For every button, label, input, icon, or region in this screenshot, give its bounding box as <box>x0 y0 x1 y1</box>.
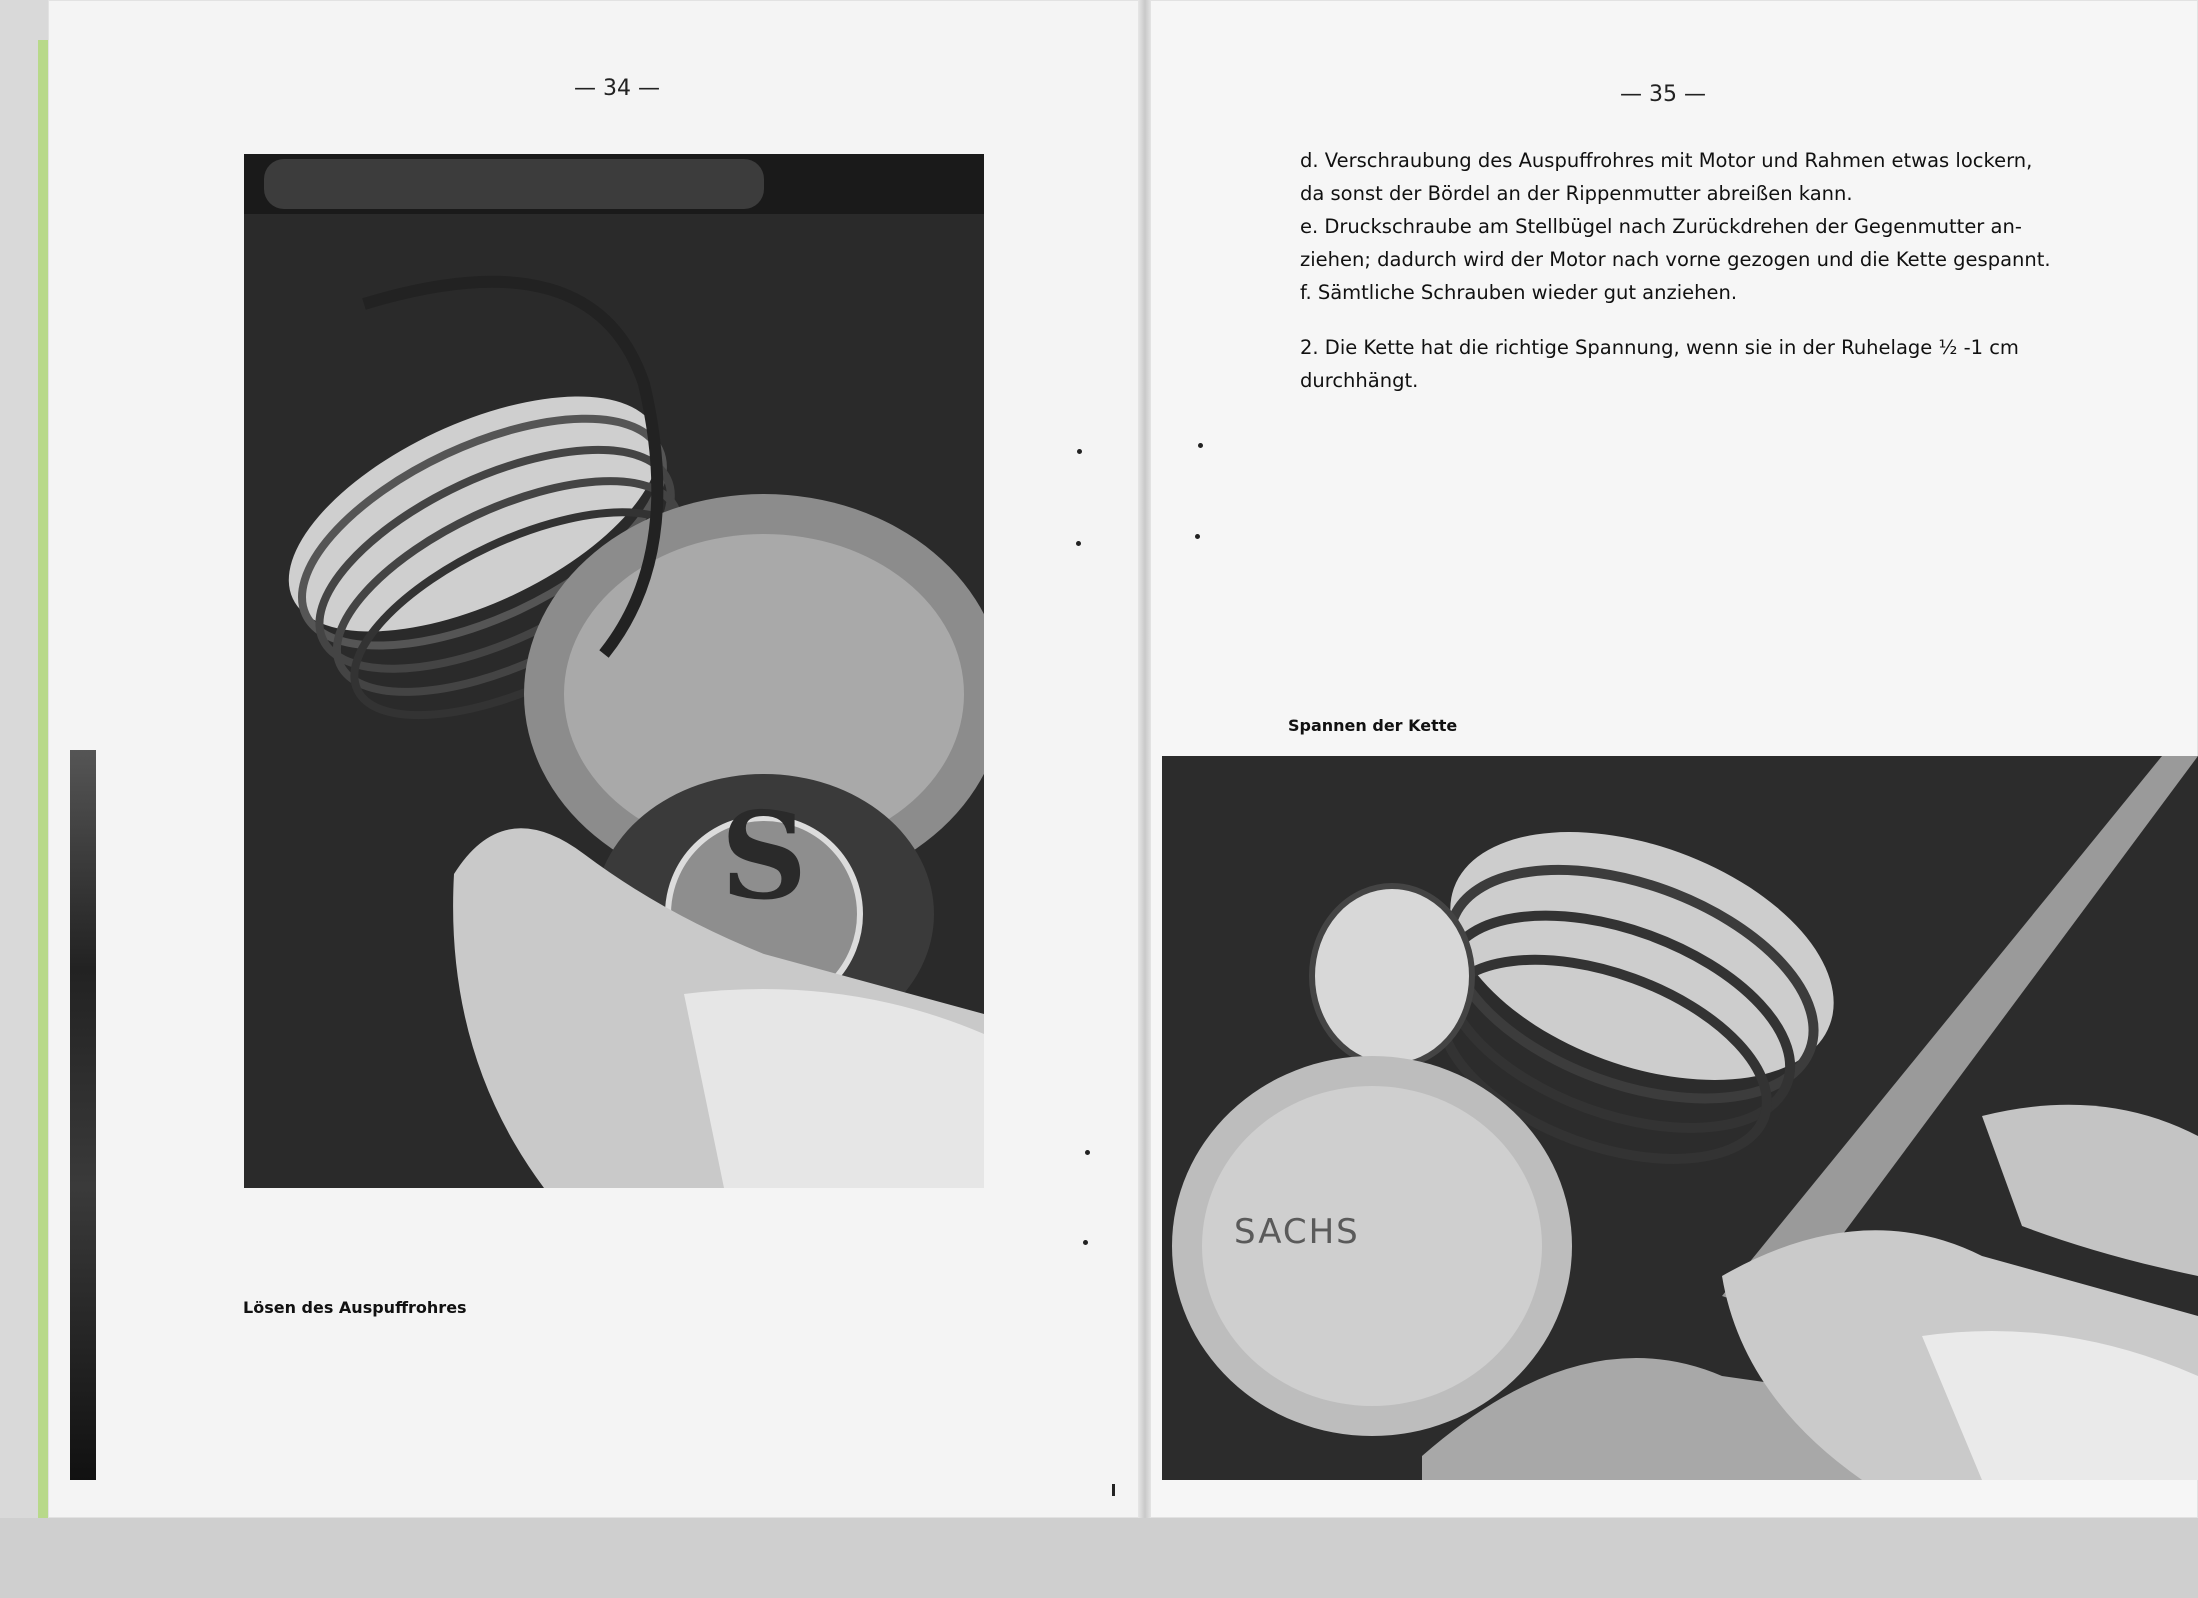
instruction-line-f: f. Sämtliche Schrauben wieder gut anziehen. <box>1300 281 1738 304</box>
sachs-logo-letter: S <box>720 785 808 927</box>
instruction-text <box>1300 144 2051 397</box>
scanner-bed <box>0 1518 2198 1598</box>
chain-tension-note-cont: durchhängt. <box>1300 369 1419 392</box>
scan-speck <box>1198 443 1203 448</box>
scan-speck <box>1077 449 1082 454</box>
left-edge-strip <box>70 750 96 1480</box>
page-number-right: — 35 — <box>1620 82 1706 107</box>
scan-speck <box>1112 1484 1115 1496</box>
caption-left: Lösen des Auspuffrohres <box>243 1298 467 1317</box>
scan-speck <box>1195 534 1200 539</box>
scan-speck <box>1076 541 1081 546</box>
caption-right: Spannen der Kette <box>1288 716 1458 735</box>
photo-chain-tensioning <box>1162 756 2198 1480</box>
page-number-left: — 34 — <box>574 76 660 101</box>
chain-photo-illustration <box>1162 756 2198 1480</box>
sachs-engine-label: SACHS <box>1234 1212 1360 1252</box>
instruction-line-e-cont: ziehen; dadurch wird der Motor nach vorne gezogen und die Kette gespannt. <box>1300 248 2051 271</box>
scan-speck <box>1085 1150 1090 1155</box>
instruction-line-d: d. Verschraubung des Auspuffrohres mit Motor und Rahmen etwas lockern, <box>1300 149 2033 172</box>
chain-tension-note: 2. Die Kette hat die richtige Spannung, wenn sie in der Ruhelage ½ -1 cm <box>1300 336 2019 359</box>
photo-exhaust-loosening <box>244 154 984 1188</box>
engine-photo-illustration <box>244 154 984 1188</box>
book-edge <box>38 40 48 1520</box>
instruction-line-d-cont: da sonst der Bördel an der Rippenmutter abreißen kann. <box>1300 182 1853 205</box>
instruction-line-e: e. Druckschraube am Stellbügel nach Zurückdrehen der Gegenmutter an- <box>1300 215 2022 238</box>
scan-speck <box>1083 1240 1088 1245</box>
